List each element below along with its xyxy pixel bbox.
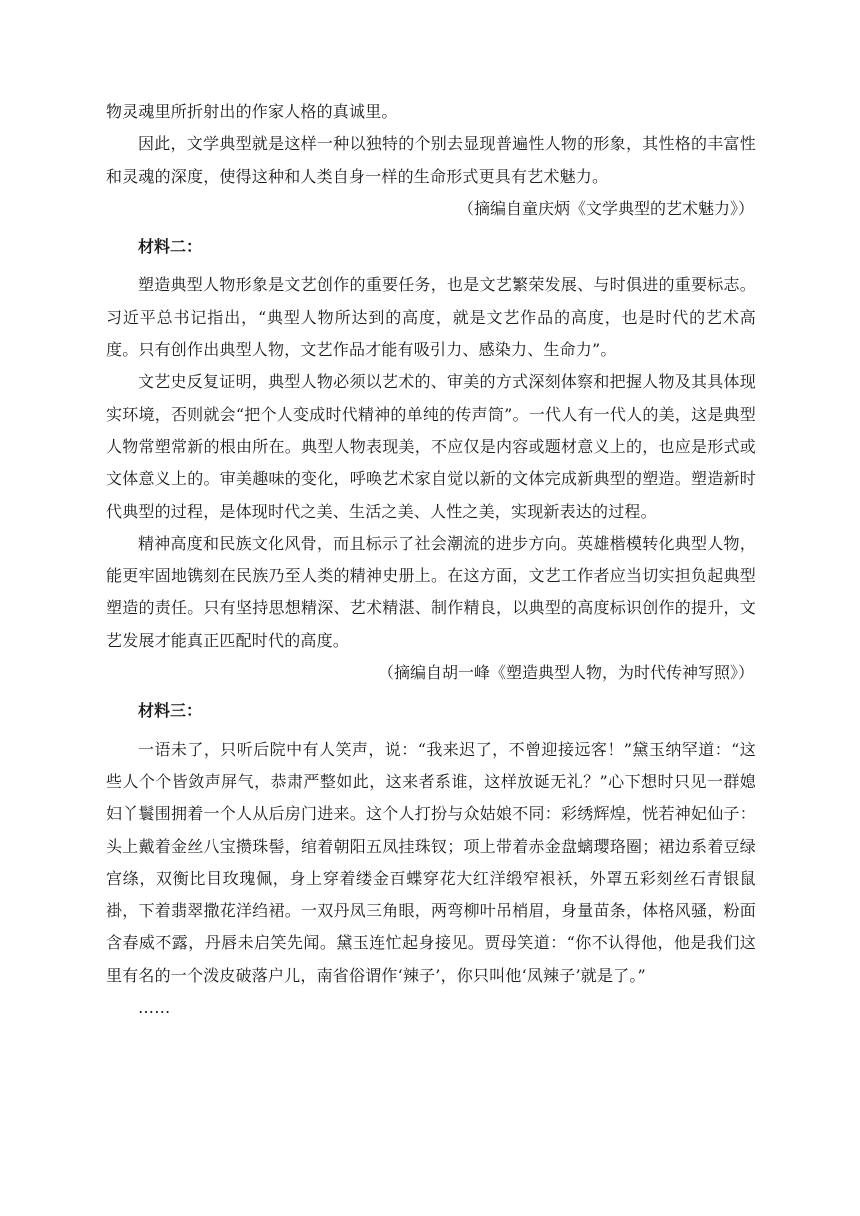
document-body bbox=[106, 96, 756, 1024]
paragraph-conclusion: 因此，文学典型就是这样一种以独特的个别去显现普遍性人物的形象，其性格的丰富性和灵魂的深度，使得这种和人类自身一样的生命形式更具有艺术魅力。 bbox=[106, 134, 756, 186]
section-heading-material-2: 材料二： bbox=[138, 237, 203, 257]
paragraph-material-2-2: 文艺史反复证明，典型人物必须以艺术的、审美的方式深刻体察和把握人物及其具体现实环境，否则就会“把个人变成时代精神的单纯的传声筒”。一代人有一代人的美，这是典型人物常塑常新的根由所在。典型人物表现美，不应仅是内容或题材意义上的，也应是形式或文体意义上的。审美趣味的变化，呼唤艺术家自觉以新的文体完成新典型的塑造。塑造新时代典型的过程，是体现时代之美、生活之美、人性之美，实现新表达的过程。 bbox=[106, 372, 756, 521]
source-citation-1: （摘编自童庆炳《文学典型的艺术魅力》） bbox=[457, 198, 754, 218]
section-heading-material-3: 材料三： bbox=[138, 701, 203, 721]
source-citation-2: （摘编自胡一峰《塑造典型人物，为时代传神写照》） bbox=[377, 663, 754, 683]
ellipsis: …… bbox=[138, 998, 171, 1018]
paragraph-continuation: 物灵魂里所折射出的作家人格的真诚里。 bbox=[106, 102, 398, 121]
paragraph-material-2-1: 塑造典型人物形象是文艺创作的重要任务，也是文艺繁荣发展、与时俱进的重要标志。习近平总书记指出，“典型人物所达到的高度，就是文艺作品的高度，也是时代的艺术高度。只有创作出典型人物，文艺作品才能有吸引力、感染力、生命力”。 bbox=[106, 275, 756, 360]
paragraph-material-3-1: 一语未了，只听后院中有人笑声，说：“我来迟了，不曾迎接远客！”黛玉纳罕道：“这些人个个皆敛声屏气，恭肃严整如此，这来者系谁，这样放诞无礼？”心下想时只见一群媳妇丫鬟围拥着一个人从后房门进来。这个人打扮与众姑娘不同：彩绣辉煌，恍若神妃仙子：头上戴着金丝八宝攒珠髻，绾着朝阳五凤挂珠钗；项上带着赤金盘螭璎珞圈；裙边系着豆绿宫绦，双衡比目玫瑰佩，身上穿着缕金百蝶穿花大红洋缎窄裉袄，外罩五彩刻丝石青银鼠褂，下着翡翠撒花洋绉裙。一双丹凤三角眼，两弯柳叶吊梢眉，身量苗条，体格风骚，粉面含春威不露，丹唇未启笑先闻。黛玉连忙起身接见。贾母笑道：“你不认得他，他是我们这里有名的一个泼皮破落户儿，南省俗谓作‘辣子’，你只叫他‘凤辣子’就是了。” bbox=[106, 739, 756, 985]
paragraph-material-2-3: 精神高度和民族文化风骨，而且标示了社会潮流的进步方向。英雄楷模转化典型人物，能更牢固地镌刻在民族乃至人类的精神史册上。在这方面，文艺工作者应当切实担负起典型塑造的责任。只有坚持思想精深、艺术精湛、制作精良，以典型的高度标识创作的提升，文艺发展才能真正匹配时代的高度。 bbox=[106, 533, 756, 650]
